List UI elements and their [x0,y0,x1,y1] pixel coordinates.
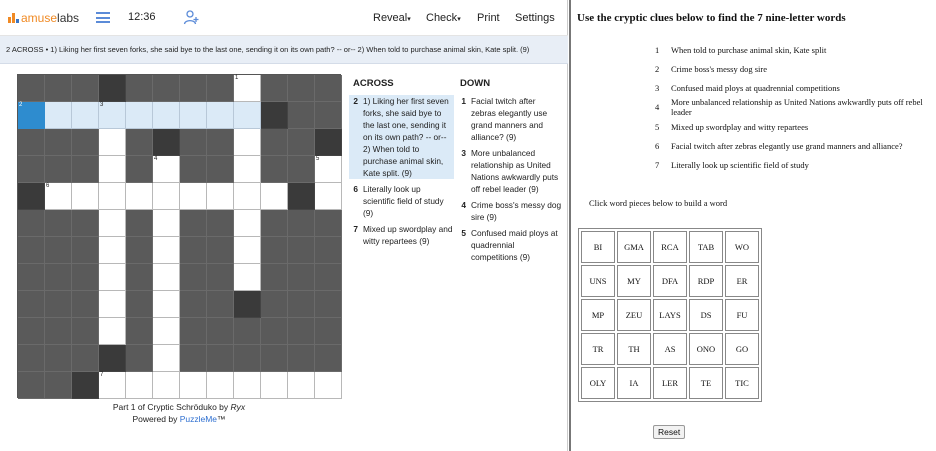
grid-cell[interactable] [72,129,99,156]
grid-cell[interactable] [261,291,288,318]
clue-number: 1 [235,75,239,81]
across-clue-list [349,95,454,251]
print-button[interactable]: Print [477,12,500,24]
clue-item-number: 2 [353,96,358,106]
grid-cell[interactable] [288,291,315,318]
grid-cell[interactable] [18,237,45,264]
builder-clue [655,40,935,59]
clue-item-text: Mixed up swordplay and witty repartees (9) [363,224,453,246]
grid-cell[interactable] [261,345,288,372]
grid-cell[interactable] [207,264,234,291]
word-piece-button[interactable]: WO [725,231,759,263]
builder-clue [655,136,935,155]
grid-cell[interactable] [315,102,342,129]
grid-cell[interactable] [180,291,207,318]
word-piece-button[interactable]: GO [725,333,759,365]
builder-clue [655,117,935,136]
grid-cell[interactable] [18,318,45,345]
word-pieces-table [578,228,762,402]
grid-cell[interactable] [153,345,180,372]
grid-cell[interactable] [45,75,72,102]
grid-cell[interactable] [234,318,261,345]
builder-clue [655,97,935,117]
grid-cell[interactable] [99,183,126,210]
clue-number: 6 [46,183,50,189]
clue-item-text: More unbalanced relationship as United Nations awkwardly puts off rebel leader (9) [471,148,559,194]
word-piece-button[interactable]: TIC [725,367,759,399]
builder-instructions: Click word pieces below to build a word [589,198,728,208]
grid-cell[interactable] [288,129,315,156]
timer[interactable]: 12:36 [128,11,156,23]
grid-cell[interactable] [234,372,261,399]
clue-item[interactable] [457,227,562,263]
grid-cell[interactable] [45,345,72,372]
check-menu[interactable]: Check▾ [426,12,461,24]
reveal-menu[interactable]: Reveal▾ [373,12,411,24]
grid-cell[interactable] [315,210,342,237]
grid-cell[interactable] [180,318,207,345]
builder-clue-number: 3 [655,82,660,93]
grid-cell[interactable] [234,291,261,318]
grid-cell[interactable] [153,291,180,318]
grid-cell[interactable] [45,102,72,129]
grid-cell[interactable] [261,237,288,264]
grid-cell[interactable] [315,75,342,102]
grid-cell[interactable] [207,210,234,237]
grid-cell[interactable] [45,237,72,264]
grid-cell[interactable] [180,183,207,210]
grid-cell[interactable] [72,372,99,399]
builder-clue-text: Confused maid ploys at quadrennial competitions [671,82,840,93]
grid-cell[interactable] [207,237,234,264]
grid-cell[interactable] [180,372,207,399]
word-piece-button[interactable]: DFA [653,265,687,297]
grid-cell[interactable] [180,237,207,264]
grid-cell[interactable] [261,183,288,210]
grid-cell[interactable] [99,318,126,345]
grid-cell[interactable] [207,291,234,318]
word-piece-button[interactable]: UNS [581,265,615,297]
grid-cell[interactable] [288,237,315,264]
grid-cell[interactable] [18,156,45,183]
grid-cell[interactable] [18,129,45,156]
word-piece-button[interactable]: IA [617,367,651,399]
clue-item[interactable] [349,183,454,219]
grid-cell[interactable] [45,372,72,399]
grid-cell[interactable] [180,264,207,291]
grid-cell[interactable] [153,318,180,345]
grid-cell[interactable] [99,129,126,156]
grid-cell[interactable] [234,345,261,372]
grid-cell[interactable] [45,183,72,210]
clue-item-text: Crime boss's messy dog sire (9) [471,200,562,222]
grid-cell[interactable] [126,345,153,372]
across-heading: ACROSS [353,78,394,89]
word-piece-button[interactable]: TAB [689,231,723,263]
grid-cell[interactable] [261,372,288,399]
grid-cell[interactable] [261,264,288,291]
grid-cell[interactable] [126,318,153,345]
grid-cell[interactable] [234,129,261,156]
grid-cell[interactable] [18,372,45,399]
clue-number: 4 [154,156,158,162]
clue-item-number: 5 [461,228,466,238]
builder-clue-number: 2 [655,63,660,74]
down-clue-list [457,95,562,267]
grid-cell[interactable] [153,129,180,156]
pieces-row [581,231,759,263]
clue-number: 5 [316,156,320,162]
dropdown-arrow-icon: ▾ [407,16,411,23]
grid-cell[interactable] [261,75,288,102]
word-piece-button[interactable]: RDP [689,265,723,297]
builder-clue-number: 6 [655,140,660,151]
word-piece-button[interactable]: TR [581,333,615,365]
grid-cell[interactable] [72,318,99,345]
grid-cell[interactable] [126,156,153,183]
grid-cell[interactable] [99,372,126,399]
builder-clue [655,59,935,78]
clue-item[interactable] [349,223,454,247]
grid-cell[interactable] [99,237,126,264]
grid-cell[interactable] [18,102,45,129]
clue-item-text: Facial twitch after zebras elegantly use grand manners and alliance? (9) [471,96,548,142]
grid-cell[interactable] [315,183,342,210]
menu-hamburger-icon[interactable] [96,12,110,23]
builder-clue-number: 1 [655,44,660,55]
reset-button[interactable]: Reset [653,425,685,439]
grid-cell[interactable] [153,264,180,291]
pieces-row [581,299,759,331]
clue-item[interactable] [457,95,562,143]
logo-text-labs: labs [57,11,80,25]
grid-cell[interactable] [99,345,126,372]
clue-item[interactable] [457,147,562,195]
grid-cell[interactable] [72,210,99,237]
grid-cell[interactable] [234,156,261,183]
builder-clue-text: Facial twitch after zebras elegantly use grand manners and alliance? [671,140,903,151]
word-piece-button[interactable]: AS [653,333,687,365]
word-piece-button[interactable]: FU [725,299,759,331]
grid-cell[interactable] [153,183,180,210]
builder-clue-text: Crime boss's messy dog sire [671,63,767,74]
grid-cell[interactable] [207,183,234,210]
grid-cell[interactable] [99,210,126,237]
word-piece-button[interactable]: ER [725,265,759,297]
word-piece-button[interactable]: ZEU [617,299,651,331]
grid-cell[interactable] [234,237,261,264]
grid-cell[interactable] [99,156,126,183]
grid-cell[interactable] [18,345,45,372]
grid-cell[interactable] [153,210,180,237]
grid-cell[interactable] [315,237,342,264]
grid-cell[interactable] [261,129,288,156]
grid-cell[interactable] [288,372,315,399]
grid-cell[interactable] [207,318,234,345]
word-piece-button[interactable]: TH [617,333,651,365]
grid-cell[interactable] [315,372,342,399]
builder-clue-text: More unbalanced relationship as United Nations awkwardly puts off rebel leader [671,97,923,117]
word-builder-pane [569,0,936,451]
grid-cell[interactable] [288,318,315,345]
author-name: Ryx [230,402,246,412]
grid-cell[interactable] [207,156,234,183]
grid-cell[interactable] [153,75,180,102]
grid-cell[interactable] [207,372,234,399]
grid-cell[interactable] [72,75,99,102]
grid-cell[interactable] [234,102,261,129]
grid-cell[interactable] [153,102,180,129]
grid-cell[interactable] [18,183,45,210]
grid-cell[interactable] [153,237,180,264]
word-piece-button[interactable]: OLY [581,367,615,399]
clue-item-text: 1) Liking her first seven forks, she said bye to the last one, sending it on its own path? -- or-- 2) When told to purchase animal skin, Kate split. (9) [363,96,449,178]
grid-cell[interactable] [315,291,342,318]
word-piece-button[interactable]: RCA [653,231,687,263]
grid-cell[interactable] [315,129,342,156]
grid-cell[interactable] [18,210,45,237]
grid-cell[interactable] [288,345,315,372]
grid-cell[interactable] [288,156,315,183]
grid-cell[interactable] [45,318,72,345]
grid-cell[interactable] [18,75,45,102]
grid-cell[interactable] [18,264,45,291]
pieces-row [581,333,759,365]
grid-cell[interactable] [45,264,72,291]
grid-cell[interactable] [315,318,342,345]
grid-cell[interactable] [99,75,126,102]
grid-cell[interactable] [72,183,99,210]
grid-cell[interactable] [72,156,99,183]
grid-cell[interactable] [99,102,126,129]
grid-cell[interactable] [261,318,288,345]
word-piece-button[interactable]: BI [581,231,615,263]
grid-cell[interactable] [72,264,99,291]
grid-cell[interactable] [99,291,126,318]
clue-item-number: 4 [461,200,466,210]
clue-item-number: 6 [353,184,358,194]
grid-cell[interactable] [261,102,288,129]
add-user-icon[interactable] [183,9,199,25]
pieces-row [581,367,759,399]
grid-cell[interactable] [180,210,207,237]
logo-text-amuse: amuse [21,11,58,25]
word-piece-button[interactable]: ONO [689,333,723,365]
logo-bars-icon [8,13,18,23]
crossword-grid[interactable] [17,74,341,398]
grid-cell[interactable] [207,102,234,129]
word-piece-button[interactable]: TE [689,367,723,399]
grid-cell[interactable] [72,237,99,264]
clue-item-text: Literally look up scientific field of study (9) [363,184,444,218]
grid-cell[interactable] [288,75,315,102]
grid-cell[interactable] [126,102,153,129]
clue-number: 2 [19,102,23,108]
clue-item-number: 3 [461,148,466,158]
puzzle-caption: Part 1 of Cryptic Schröduko by Ryx Powered by PuzzleMe™ [112,402,246,424]
puzzleme-link[interactable]: PuzzleMe [179,414,218,424]
clue-item[interactable] [349,95,454,179]
word-piece-button[interactable]: MP [581,299,615,331]
builder-clue [655,155,935,174]
grid-cell[interactable] [99,264,126,291]
builder-clue-number: 5 [655,121,660,132]
grid-cell[interactable] [180,345,207,372]
clue-item-number: 1 [461,96,466,106]
toolbar [0,0,568,36]
word-piece-button[interactable]: MY [617,265,651,297]
grid-cell[interactable] [153,156,180,183]
word-piece-button[interactable]: DS [689,299,723,331]
current-clue-bar: 2 ACROSS • 1) Liking her first seven forks, she said bye to the last one, sending it on its own path? -- or-- 2) When told to purchase animal skin, Kate split. (9) [0,36,568,64]
pieces-row [581,265,759,297]
grid-cell[interactable] [207,345,234,372]
grid-cell[interactable] [126,372,153,399]
amuselabs-logo [8,11,79,25]
grid-cell[interactable] [261,210,288,237]
grid-cell[interactable] [18,291,45,318]
builder-clue-number: 7 [655,159,660,170]
grid-cell[interactable] [126,129,153,156]
grid-cell[interactable] [288,210,315,237]
grid-cell[interactable] [180,102,207,129]
builder-clue-text: Literally look up scientific field of study [671,159,809,170]
grid-cell[interactable] [207,129,234,156]
grid-cell[interactable] [207,75,234,102]
grid-cell[interactable] [234,183,261,210]
grid-cell[interactable] [126,237,153,264]
grid-cell[interactable] [45,210,72,237]
grid-cell[interactable] [153,372,180,399]
builder-clue-text: When told to purchase animal skin, Kate split [671,44,827,55]
builder-clue-text: Mixed up swordplay and witty repartees [671,121,809,132]
clue-item[interactable] [457,199,562,223]
clue-number: 3 [100,102,104,108]
grid-cell[interactable] [45,129,72,156]
dropdown-arrow-icon: ▾ [457,16,461,23]
clue-number: 7 [100,372,104,378]
grid-cell[interactable] [261,156,288,183]
grid-cell[interactable] [234,75,261,102]
grid-cell[interactable] [315,345,342,372]
grid-cell[interactable] [288,264,315,291]
word-piece-button[interactable]: LER [653,367,687,399]
grid-cell[interactable] [126,183,153,210]
grid-cell[interactable] [45,156,72,183]
grid-cell[interactable] [45,291,72,318]
builder-clue [655,78,935,97]
word-piece-button[interactable]: LAYS [653,299,687,331]
grid-cell[interactable] [72,345,99,372]
builder-clue-number: 4 [655,102,660,112]
word-piece-button[interactable]: GMA [617,231,651,263]
grid-cell[interactable] [72,291,99,318]
grid-cell[interactable] [315,264,342,291]
grid-cell[interactable] [126,75,153,102]
down-heading: DOWN [460,78,491,89]
grid-cell[interactable] [288,102,315,129]
grid-cell[interactable] [234,264,261,291]
settings-button[interactable]: Settings [515,12,555,24]
grid-cell[interactable] [180,129,207,156]
grid-cell[interactable] [180,156,207,183]
grid-cell[interactable] [180,75,207,102]
grid-cell[interactable] [234,210,261,237]
clue-item-text: Confused maid ploys at quadrennial competitions (9) [471,228,558,262]
builder-clue-list [655,40,935,174]
grid-cell[interactable] [288,183,315,210]
grid-cell[interactable] [126,210,153,237]
grid-cell[interactable] [315,156,342,183]
grid-cell[interactable] [72,102,99,129]
grid-cell[interactable] [126,264,153,291]
grid-cell[interactable] [126,291,153,318]
builder-title: Use the cryptic clues below to find the 7 nine-letter words [577,12,846,24]
clue-item-number: 7 [353,224,358,234]
